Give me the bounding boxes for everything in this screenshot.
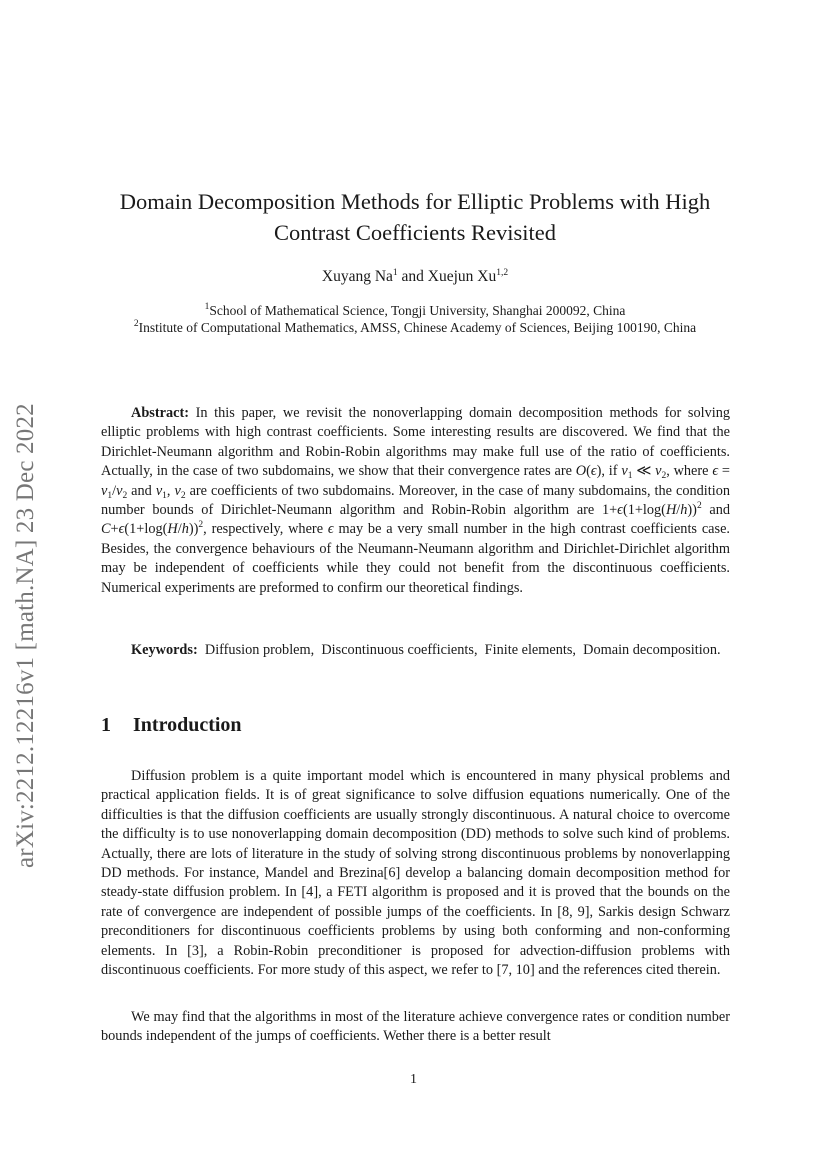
paper-title (80, 186, 750, 248)
affiliation-mark: 2 (133, 319, 139, 329)
math-coefficients: $\nu_1$, $\nu_2$ (155, 482, 186, 501)
abstract-text: , if (601, 463, 622, 480)
math-epsilon: ϵ (327, 521, 334, 538)
abstract-text: and (127, 482, 156, 499)
abstract-text: , where (666, 463, 713, 480)
arxiv-identifier: arXiv:2212.12216v1 [math.NA] 23 Dec 2022 (12, 403, 39, 868)
intro-paragraph-1 (101, 767, 730, 980)
keywords-label: Keywords: (131, 642, 198, 658)
abstract-text: , respectively, where (203, 521, 328, 538)
math-rr-bound: $C+\epsilon(1+\log(H/h))^2$ (101, 520, 204, 538)
affiliation-text: School of Mathematical Science, Tongji University, Shanghai 200092, China (209, 303, 626, 318)
abstract-text: In this paper, we revisit the nonoverlapping domain decomposition methods for solving elliptic problems with high contrast coefficients. Some interesting results are discovered. We find that the Dirichlet-Neumann algorithm and Robin-Robin algorithms may make full use of the ratio of coefficients. Actually, in the case of two subdomains, we show that their convergence rates are (101, 405, 730, 480)
author-name: Xuyang Na (321, 268, 393, 285)
paragraph-text: We may find that the algorithms in most of the literature achieve convergence rates or condition number bounds independent of the jumps of coefficients. Wether there is a better result (101, 1009, 730, 1045)
keywords-text: Diffusion problem, Discontinuous coefficients, Finite elements, Domain decomposition. (197, 642, 721, 658)
affiliation-1 (80, 303, 750, 319)
page-number: 1 (410, 1072, 417, 1087)
paragraph-text: Diffusion problem is a quite important model which is encountered in many physical problems and practical application fields. It is of great significance to solve diffusion equations numerically. One of the difficulties is that the diffusion coefficients are usually strongly discontinuous. A natural choice to overcome the difficulty is to use nonoverlapping domain decomposition (DD) methods to solve such kind of problems. Actually, there are lots of literature in the study of solving strong discontinuous problems by nonoverlapping DD methods. For instance, Mandel and Brezina[6] develop a balancing domain decomposition method for steady-state diffusion problem. In [4], a FETI algorithm is proposed and it is proved that the bounds on the rate of convergence are independent of possible jumps of the coefficients. In [8, 9], Sarkis design Schwarz preconditioners for discontinuous coefficients problems by using both conforming and non-conforming elements. In [3], a Robin-Robin preconditioner is proposed for advection-diffusion problems with discontinuous coefficients. For more study of this aspect, we refer to [7, 10] and the references cited therein. (101, 768, 730, 979)
section-title: Introduction (133, 714, 242, 736)
math-epsilon-definition: $\epsilon = \nu_1/\nu_2$ (101, 463, 730, 501)
abstract (101, 404, 730, 598)
affiliation-mark: 1 (204, 302, 210, 312)
math-dn-bound: $1+\epsilon(1+\log(H/h))^2$ (601, 501, 702, 519)
math-convergence-rate: O(ϵ) (575, 463, 602, 480)
author-name: Xuejun Xu (427, 268, 497, 285)
title-line-2: Contrast Coefficients Revisited (273, 220, 557, 245)
author-affiliation-mark: 1 (392, 268, 398, 278)
author-list (80, 268, 750, 286)
abstract-text: are coefficients of two subdomains. Moreover, in the case of many subdomains, the condition number bounds of Dirichlet-Neumann algorithm and Robin-Robin algorithm are (101, 482, 730, 519)
section-number: 1 (101, 714, 111, 736)
abstract-text: and (701, 502, 731, 519)
affiliation-2 (80, 320, 750, 336)
intro-paragraph-2 (101, 1008, 730, 1047)
math-coefficient-condition: $\nu_1$ ≪ $\nu_2$ (621, 463, 667, 482)
title-line-1: Domain Decomposition Methods for Elliptic Problems with High (119, 189, 711, 214)
author-conjunction: and (397, 268, 428, 285)
section-heading (101, 714, 242, 737)
abstract-text: may be a very small number in the high contrast coefficients case. Besides, the convergence behaviours of the Neumann-Neumann algorithm and Dirichlet-Dirichlet algorithm may be independent of coefficients while they could not benefit from the discontinuous coefficients. Numerical experiments are preformed to confirm our theoretical findings. (101, 521, 730, 596)
abstract-label: Abstract: (131, 405, 189, 421)
author-affiliation-mark: 1,2 (496, 268, 509, 278)
affiliation-text: Institute of Computational Mathematics, AMSS, Chinese Academy of Sciences, Beijing 100190, China (138, 320, 697, 335)
keywords (101, 641, 730, 660)
